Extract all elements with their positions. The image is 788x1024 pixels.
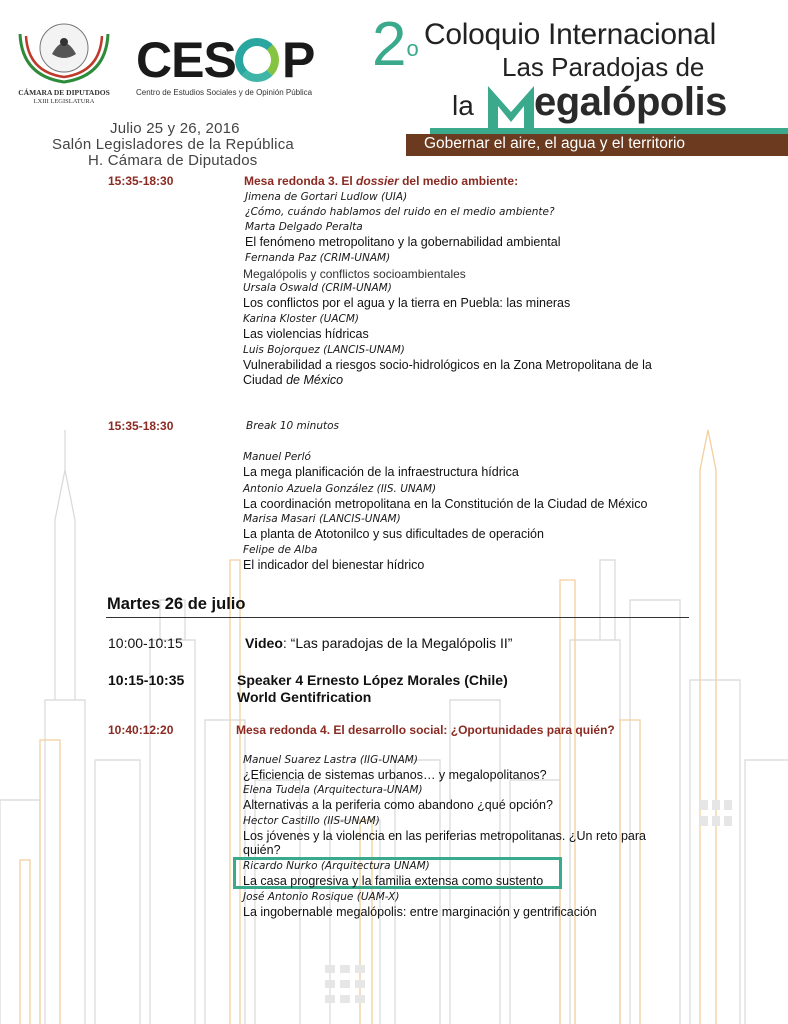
cesop-wordmark-ces: CES bbox=[136, 32, 236, 88]
event-venue: Salón Legisladores de la República bbox=[52, 136, 294, 153]
talk-title: Las violencias hídricas bbox=[243, 327, 369, 341]
theme-banner-text: Gobernar el aire, el agua y el territorio bbox=[424, 135, 686, 152]
speaker4-line2: World Gentifrication bbox=[237, 689, 372, 705]
cesop-wordmark-p: P bbox=[282, 32, 316, 88]
speaker: Manuel Suarez Lastra (IIG-UNAM) bbox=[243, 754, 418, 766]
camara-seal-logo bbox=[12, 14, 116, 86]
session3-title bbox=[244, 174, 518, 188]
speaker: Fernanda Paz (CRIM-UNAM) bbox=[245, 252, 391, 264]
talk-title: Los conflictos por el agua y la tierra en Puebla: las mineras bbox=[243, 296, 571, 310]
session3-time: 15:35-18:30 bbox=[108, 174, 174, 188]
speaker: José Antonio Rosique (UAM-X) bbox=[243, 891, 400, 903]
talk-title: Vulnerabilidad a riesgos socio-hidrológicos en la Zona Metropolitana de la bbox=[243, 358, 652, 372]
speaker: Jimena de Gortari Ludlow (UIA) bbox=[245, 191, 408, 203]
talk-title: Alternativas a la periferia como abandono ¿qué opción? bbox=[243, 798, 553, 812]
title-line1: Coloquio Internacional bbox=[424, 18, 716, 51]
edition-digit: 2 bbox=[372, 10, 407, 79]
speaker: Marta Delgado Peralta bbox=[245, 221, 363, 233]
speaker: Felipe de Alba bbox=[243, 544, 318, 556]
event-dates: Julio 25 y 26, 2016 bbox=[110, 120, 240, 137]
break-label: Break 10 minutos bbox=[246, 420, 339, 432]
video-entry bbox=[245, 635, 512, 651]
session3-title-suffix: del medio ambiente: bbox=[398, 174, 519, 188]
day2-divider bbox=[106, 617, 689, 618]
speaker: Elena Tudela (Arquitectura-UNAM) bbox=[243, 784, 423, 796]
talk-title: La casa progresiva y la familia extensa como sustento bbox=[243, 874, 544, 888]
speaker: Ursala Oswald (CRIM-UNAM) bbox=[243, 282, 392, 294]
talk-title: Megalópolis y conflictos socioambientales bbox=[243, 267, 466, 281]
talk-title: Los jóvenes y la violencia en las periferias metropolitanas. ¿Un reto para bbox=[243, 829, 646, 843]
speaker: Ricardo Nurko (Arquitectura UNAM) bbox=[243, 860, 430, 872]
session4-time: 10:40:12:20 bbox=[108, 723, 174, 737]
talk-title-line2: quién? bbox=[243, 843, 281, 857]
talk-title: La mega planificación de la infraestructura hídrica bbox=[243, 465, 519, 479]
talk-title-line2-italic: de México bbox=[286, 373, 344, 387]
cesop-logo bbox=[136, 32, 332, 88]
video-time: 10:00-10:15 bbox=[108, 635, 183, 651]
speaker: Karina Kloster (UACM) bbox=[243, 313, 359, 325]
speaker: Luis Bojorquez (LANCIS-UNAM) bbox=[243, 344, 405, 356]
speaker: Hector Castillo (IIS-UNAM) bbox=[243, 815, 380, 827]
speaker: Antonio Azuela González (IIS. UNAM) bbox=[243, 483, 437, 495]
talk-title-line2 bbox=[243, 373, 343, 387]
speaker4-time: 10:15-10:35 bbox=[108, 672, 185, 688]
video-title: : “Las paradojas de la Megalópolis II” bbox=[282, 635, 513, 651]
talk-title: La coordinación metropolitana en la Constitución de la Ciudad de México bbox=[243, 497, 648, 511]
legislatura: LXIII LEGISLATURA bbox=[33, 98, 95, 105]
session4-title: Mesa redonda 4. El desarrollo social: ¿Oportunidades para quién? bbox=[236, 723, 615, 737]
event-chamber: H. Cámara de Diputados bbox=[88, 152, 258, 169]
break-time: 15:35-18:30 bbox=[108, 419, 174, 433]
edition-number bbox=[372, 12, 419, 78]
session3-title-italic: dossier bbox=[356, 174, 399, 188]
title-megalopolis-rest: egalópolis bbox=[534, 80, 727, 124]
talk-title: ¿Cómo, cuándo hablamos del ruido en el medio ambiente? bbox=[245, 206, 555, 218]
cesop-subtitle: Centro de Estudios Sociales y de Opinión Pública bbox=[136, 88, 313, 97]
title-la: la bbox=[452, 90, 474, 121]
banner-accent bbox=[430, 128, 788, 134]
talk-title: La ingobernable megalópolis: entre marginación y gentrificación bbox=[243, 905, 597, 919]
session3-title-prefix: Mesa redonda 3. El bbox=[244, 174, 357, 188]
title-megalopolis bbox=[534, 80, 727, 125]
talk-title: El indicador del bienestar hídrico bbox=[243, 558, 425, 572]
talk-title: ¿Eficiencia de sistemas urbanos… y megalopolitanos? bbox=[243, 768, 547, 782]
cesop-o-icon bbox=[235, 38, 279, 82]
theme-banner bbox=[406, 134, 788, 156]
talk-title: La planta de Atotonilco y sus dificultades de operación bbox=[243, 527, 544, 541]
camara-name: CÁMARA DE DIPUTADOS bbox=[18, 88, 110, 97]
speaker4-line1: Speaker 4 Ernesto López Morales (Chile) bbox=[237, 672, 508, 688]
talk-title-line2-plain: Ciudad bbox=[243, 373, 287, 387]
edition-ordinal: o bbox=[406, 36, 419, 61]
speaker: Manuel Perló bbox=[243, 451, 311, 463]
talk-title: El fenómeno metropolitano y la gobernabilidad ambiental bbox=[245, 235, 561, 249]
video-label: Video bbox=[245, 635, 283, 651]
day2-heading: Martes 26 de julio bbox=[107, 595, 246, 613]
speaker: Marisa Masari (LANCIS-UNAM) bbox=[243, 513, 401, 525]
title-line2: Las Paradojas de bbox=[502, 52, 705, 82]
